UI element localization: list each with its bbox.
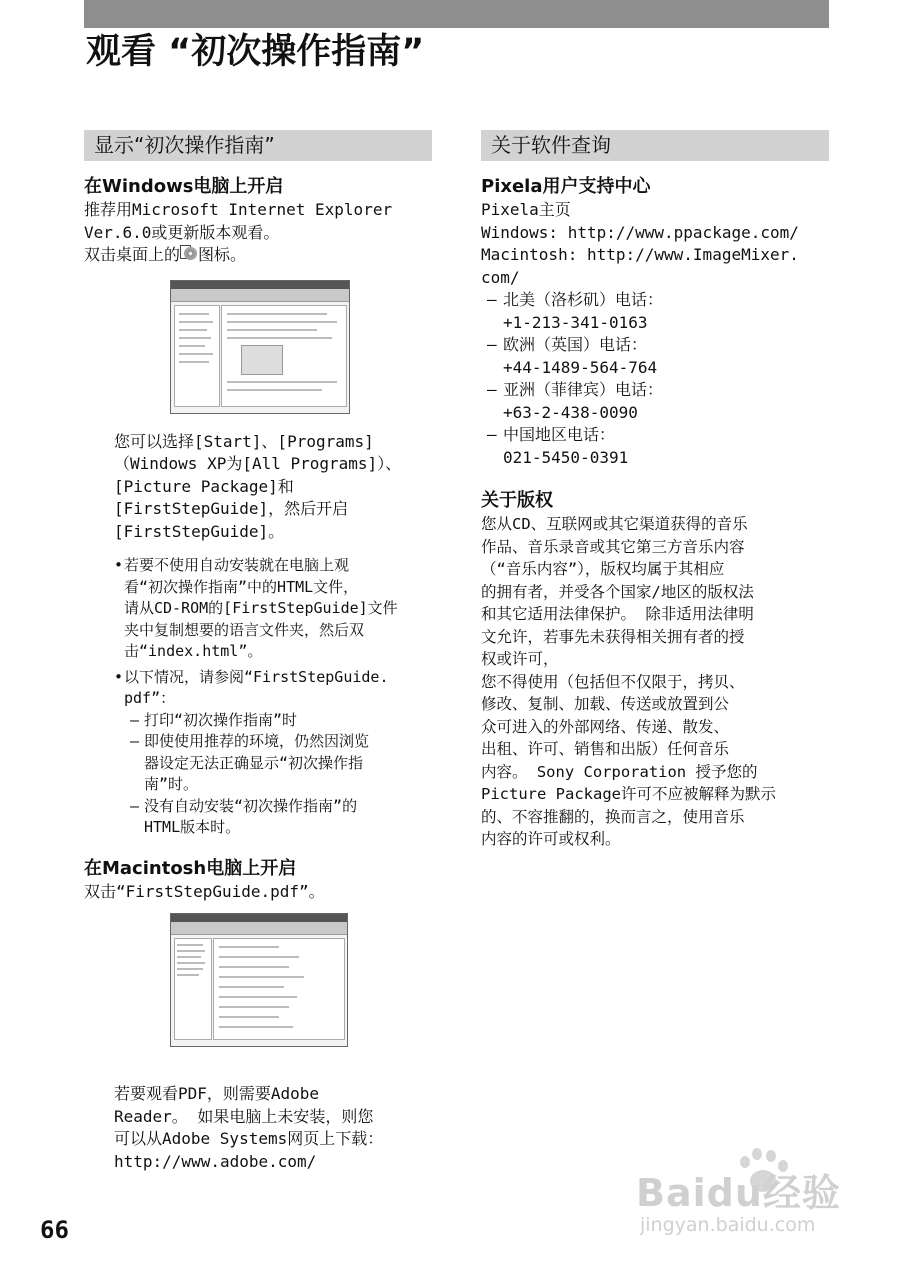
baidu-watermark [636, 1148, 866, 1248]
text-line: [FirstStepGuide]。 [114, 521, 285, 541]
text-line: Pixela主页 [481, 200, 571, 219]
text-line: [FirstStepGuide]，然后开启 [114, 499, 349, 518]
text-line: 出租、许可、销售和出版）任何音乐 [481, 740, 730, 758]
text-line: 若要不使用自动安装就在电脑上观 [124, 556, 350, 574]
text-line: http://www.adobe.com/ [114, 1151, 317, 1171]
watermark-brand: Baidu经验 [636, 1171, 841, 1215]
text-line: 南”时。 [144, 775, 199, 793]
text-line: [Picture Package]和 [114, 476, 294, 496]
text-line: Ver.6.0或更新版本观看。 [84, 222, 280, 242]
phone-item-asia: – 亚洲（菲律宾）电话： +63-2-438-0090 [481, 379, 829, 424]
mac-heading: 在Macintosh电脑上开启 [84, 857, 297, 879]
phone-number: +44-1489-564-764 [503, 357, 658, 377]
phone-label: 亚洲（菲律宾）电话： [503, 380, 664, 399]
text-line: 夹中复制想要的语言文件夹，然后双 [124, 620, 365, 639]
text-line: 和其它适用法律保护。 除非适用法律明 [481, 605, 754, 623]
dash-item: – 没有自动安装“初次操作指南”的 HTML版本时。 [84, 796, 432, 839]
windows-url-line: Windows: http://www.ppackage.com/ [481, 222, 799, 242]
mac-line: 双击“FirstStepGuide.pdf”。 [84, 881, 325, 901]
copyright-text [481, 513, 829, 851]
page-title: 观看 “初次操作指南” [86, 32, 425, 72]
text-line: 众可进入的外部网络、传递、散发、 [481, 717, 730, 736]
text-segment: 图标。 [198, 245, 247, 264]
text-line: 内容。 Sony Corporation 授予您的 [481, 762, 758, 781]
text-line: 作品、音乐录音或其它第三方音乐内容 [481, 537, 745, 556]
dash-item: – 即使使用推荐的环境，仍然因浏览 器设定无法正确显示“初次操作指 南”时。 [84, 731, 432, 796]
text-line: pdf”： [124, 689, 176, 707]
mac-url-line: com/ [481, 267, 520, 287]
phone-label: 中国地区电话： [503, 425, 616, 444]
text-line: 器设定无法正确显示“初次操作指 [144, 753, 364, 772]
text-line: 您从CD、互联网或其它渠道获得的音乐 [481, 515, 748, 533]
phone-label: 北美（洛杉矶）电话： [503, 290, 664, 309]
phone-item-china: – 中国地区电话： 021-5450-0391 [481, 424, 829, 469]
phone-number: 021-5450-0391 [503, 447, 629, 467]
text-line: 内容的许可或权利。 [481, 830, 621, 848]
text-line: 打印“初次操作指南”时 [144, 710, 298, 729]
text-line: 推荐用Microsoft Internet Explorer [84, 200, 393, 219]
section-heading-software-inquiry: 关于软件查询 [481, 130, 829, 161]
support-block [481, 199, 829, 289]
text-line: 的拥有者，并受各个国家/地区的版权法 [481, 582, 754, 601]
windows-paragraph [84, 431, 432, 544]
mac-pdf-screenshot [170, 913, 348, 1047]
mac-url-line: Macintosh: http://www.ImageMixer. [481, 245, 799, 264]
bullet-item [84, 555, 432, 663]
text-line: 没有自动安装“初次操作指南”的 [144, 796, 358, 815]
text-line: 请从CD-ROM的[FirstStepGuide]文件 [124, 599, 398, 617]
windows-browser-screenshot [170, 280, 350, 414]
page-number: 66 [40, 1216, 69, 1244]
text-segment: 双击桌面上的 [84, 245, 181, 264]
phone-item-north-america: – 北美（洛杉矶）电话： +1-213-341-0163 [481, 289, 829, 334]
bullet-dot-icon: • [114, 556, 124, 574]
text-line: 击“index.html”。 [124, 642, 263, 660]
text-line: Reader。 如果电脑上未安装，则您 [114, 1106, 374, 1126]
text-line: 看“初次操作指南”中的HTML文件， [124, 577, 359, 596]
windows-heading: 在Windows电脑上开启 [84, 176, 284, 197]
phone-number: +63-2-438-0090 [503, 402, 638, 422]
text-line: 修改、复制、加载、传送或放置到公 [481, 695, 730, 713]
support-heading: Pixela用户支持中心 [481, 176, 651, 197]
text-line: 您可以选择[Start]、[Programs] [114, 431, 374, 451]
bullet-item [84, 667, 432, 710]
top-header-bar [84, 0, 829, 28]
text-line: 文允许，若事先未获得相关拥有者的授 [481, 627, 745, 646]
copyright-heading: 关于版权 [481, 490, 553, 511]
text-line: 您不得使用（包括但不仅限于，拷贝、 [481, 672, 745, 691]
text-line: （Windows XP为[All Programs]）、 [114, 454, 402, 473]
text-line: 以下情况，请参阅“FirstStepGuide. [124, 667, 389, 686]
text-line [84, 244, 432, 267]
text-line: 可以从Adobe Systems网页上下载： [114, 1129, 384, 1148]
watermark-url: jingyan.baidu.com [640, 1214, 816, 1236]
phone-label: 欧洲（英国）电话： [503, 335, 648, 354]
text-line: Picture Package许可不应被解释为默示 [481, 785, 776, 803]
mac-paragraph [84, 1083, 432, 1173]
text-line: 的、不容推翻的，换而言之，使用音乐 [481, 807, 745, 826]
text-line: 若要观看PDF，则需要Adobe [114, 1084, 320, 1103]
phone-item-europe: – 欧洲（英国）电话： +44-1489-564-764 [481, 334, 829, 379]
text-line: 即使使用推荐的环境，仍然因浏览 [144, 732, 370, 750]
phone-number: +1-213-341-0163 [503, 312, 648, 332]
section-heading-display-guide: 显示“初次操作指南” [84, 130, 432, 161]
windows-intro [84, 199, 432, 267]
dash-item: – 打印“初次操作指南”时 [84, 710, 432, 732]
bullet-dot-icon: • [114, 667, 124, 686]
text-line: HTML版本时。 [144, 818, 241, 836]
right-column [481, 130, 829, 851]
text-line: 权或许可， [481, 650, 559, 668]
picture-package-disc-icon [180, 245, 198, 263]
text-line: （“音乐内容”），版权均属于其相应 [481, 560, 725, 578]
